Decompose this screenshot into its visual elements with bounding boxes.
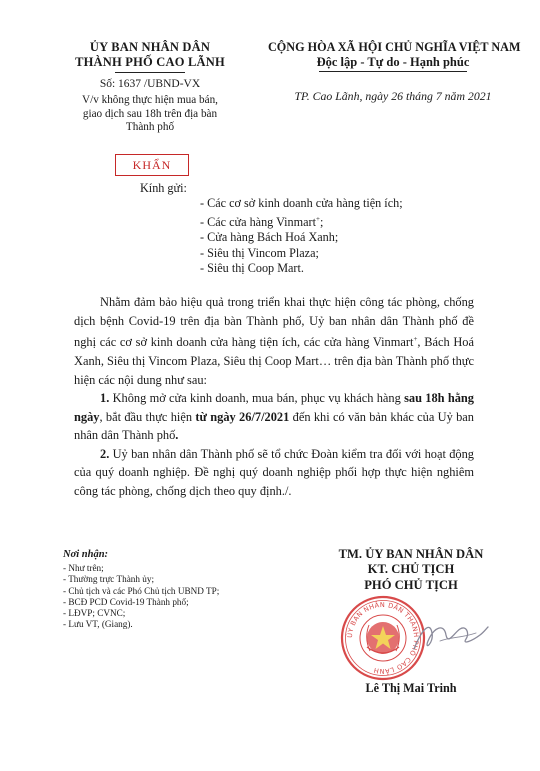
- addressee-item: - Các cửa hàng Vinmart+;: [200, 214, 324, 229]
- document-subject: [50, 94, 250, 135]
- distribution-item: - Lưu VT, (Giang).: [63, 619, 133, 630]
- subject-line: Thành phố: [125, 121, 175, 133]
- national-header-block: [268, 40, 521, 103]
- national-motto: Độc lập - Tự do - Hạnh phúc: [316, 55, 470, 69]
- urgent-stamp: KHẨN: [115, 154, 189, 176]
- subject-line: giao dịch sau 18h trên địa bàn: [82, 107, 218, 120]
- org-name-line1: ỦY BAN NHÂN DÂN: [89, 40, 211, 54]
- distribution-list: [63, 549, 313, 630]
- seal-and-signature: [318, 595, 504, 681]
- addressee-item: - Siêu thị Coop Mart.: [200, 261, 304, 276]
- document-body: [74, 293, 474, 501]
- intro-paragraph: Nhằm đảm bảo hiệu quả trong triển khai thực hiện công tác phòng, chống dịch bệnh Covid-19 trên địa bàn Thành phố, Uỷ ban nhân dân Thành phố đề nghị các cơ sở kinh doanh cửa hàng tiện ích, các cửa hàng Vinmart+, Bách Hoá Xanh, Siêu thị Vincom Plaza, Siêu thị Coop Mart… trên địa bàn Thành phố thực hiện các nội dung như sau:: [74, 295, 474, 387]
- addressee-item: - Siêu thị Vincom Plaza;: [200, 245, 319, 260]
- signatory-title: PHÓ CHỦ TỊCH: [364, 577, 458, 592]
- handwritten-signature-icon: [410, 611, 490, 661]
- distribution-item: - Như trên;: [63, 563, 104, 574]
- distribution-item: - BCĐ PCD Covid-19 Thành phố;: [63, 596, 189, 607]
- distribution-item: - Chủ tịch và các Phó Chủ tịch UBND TP;: [63, 585, 220, 596]
- addressee-label: Kính gửi:: [140, 181, 187, 195]
- issuing-authority-block: [50, 40, 250, 135]
- distribution-item: - LĐVP; CVNC;: [63, 608, 126, 619]
- signatory-on-behalf: KT. CHỦ TỊCH: [367, 562, 455, 577]
- org-name-line2: THÀNH PHỐ CAO LÃNH: [75, 55, 225, 69]
- signatory-name: Lê Thị Mai Trinh: [365, 680, 457, 695]
- nation-title: CỘNG HÒA XÃ HỘI CHỦ NGHĨA VIỆT NAM: [268, 40, 521, 54]
- signatory-authority: TM. ỦY BAN NHÂN DÂN: [338, 547, 484, 561]
- motto-underline: [319, 71, 467, 72]
- item-paragraph-2: 2. Uỷ ban nhân dân Thành phố sẽ tổ chức Đoàn kiểm tra đối với hoạt động của quý doanh nghiệp. Đề nghị quý doanh nghiệp phối hợp thực hiện nghiêm công tác phòng, chống dịch theo quy định./.: [74, 446, 474, 499]
- place-and-date: TP. Cao Lãnh, ngày 26 tháng 7 năm 2021: [294, 89, 492, 103]
- seal-text: ỦY BAN NHÂN DÂN THÀNH PHỐ CAO LÃNH: [345, 600, 421, 675]
- signature-block: [318, 547, 504, 696]
- distribution-item: - Thường trực Thành ủy;: [63, 574, 155, 585]
- distribution-label: Nơi nhận:: [63, 549, 109, 560]
- subject-line: V/v không thực hiện mua bán,: [82, 94, 218, 106]
- item-paragraph-1: 1. Không mở cửa kinh doanh, mua bán, phục vụ khách hàng sau 18h hằng ngày, bắt đầu thực hiện từ ngày 26/7/2021 đến khi có văn bản khác của Uỷ ban nhân dân Thành phố.: [74, 391, 475, 443]
- header-left-underline: [115, 72, 185, 73]
- document-number: Số: 1637 /UBND-VX: [99, 78, 201, 90]
- addressee-item: - Các cơ sở kinh doanh cửa hàng tiện ích;: [200, 196, 403, 210]
- addressee-item: - Cửa hàng Bách Hoá Xanh;: [200, 230, 339, 245]
- addressee-list: [200, 196, 403, 277]
